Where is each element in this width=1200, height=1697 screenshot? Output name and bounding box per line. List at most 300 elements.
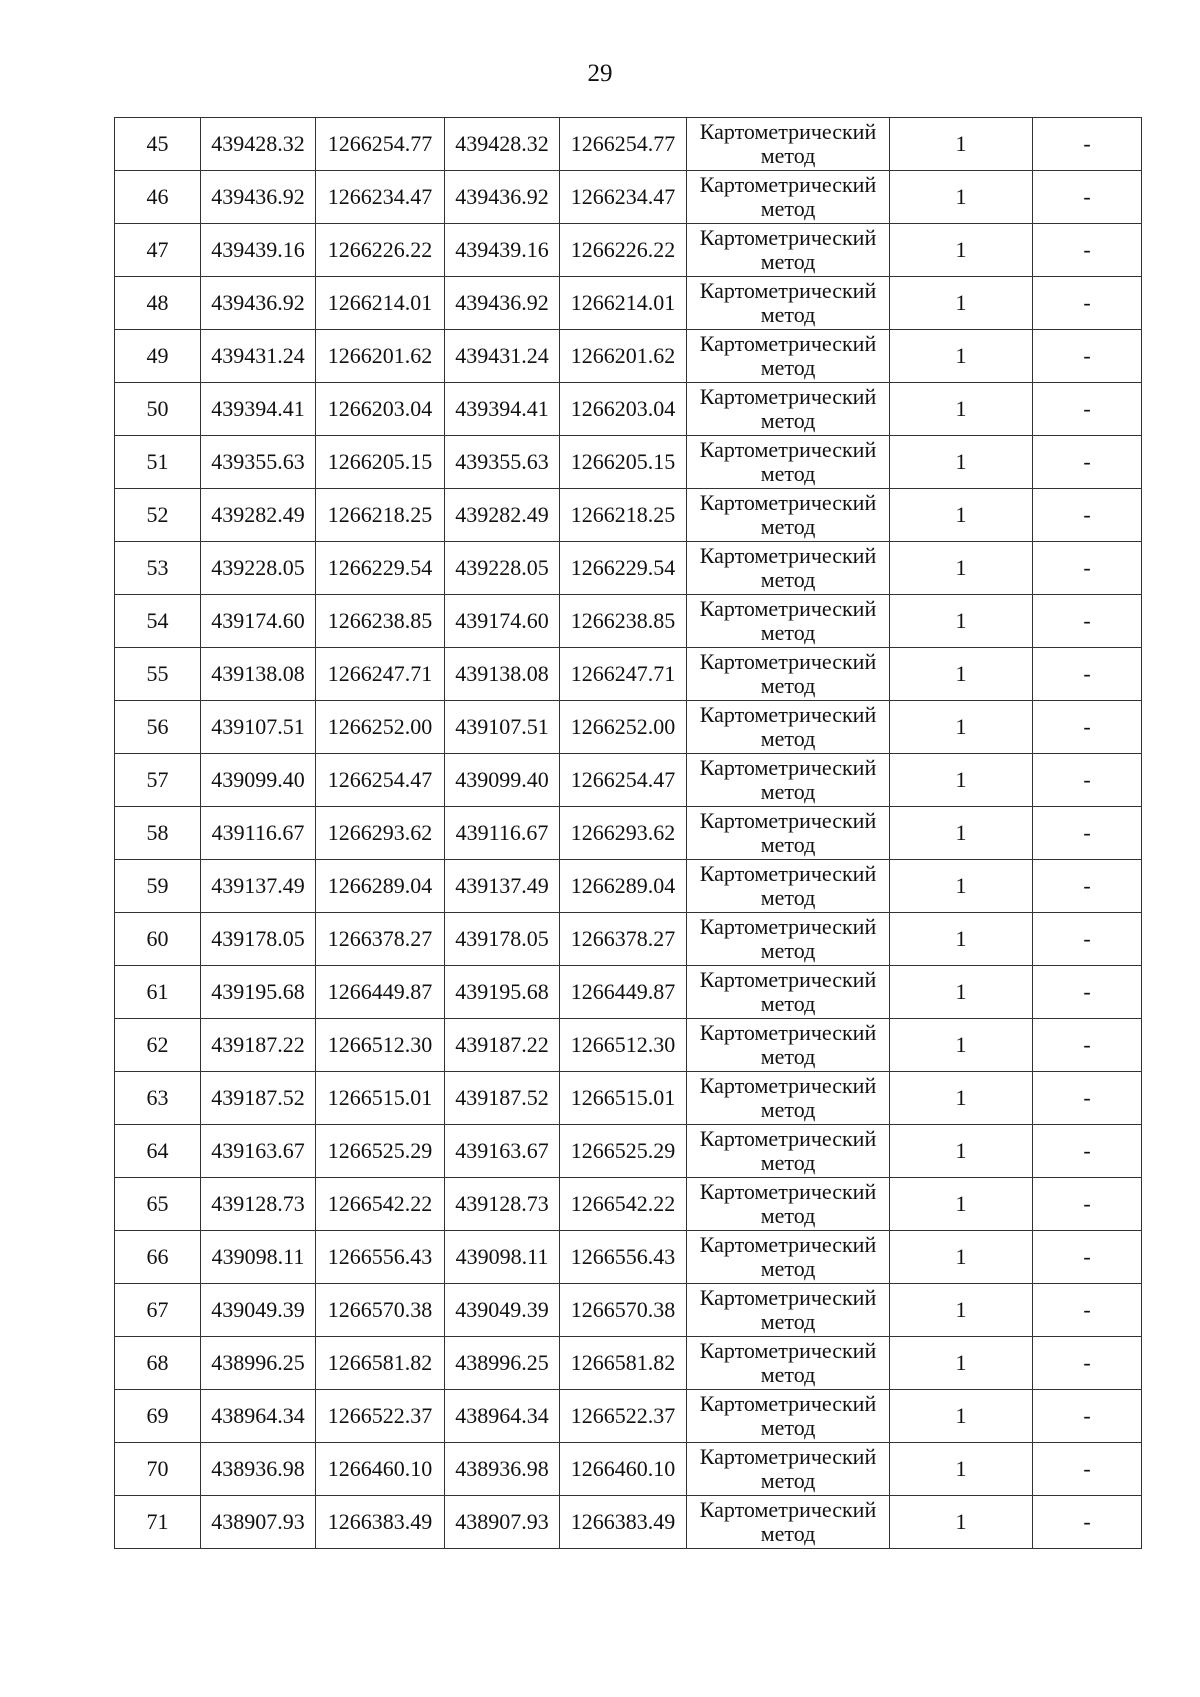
method-cell — [687, 1337, 890, 1390]
accuracy-cell: 1 — [890, 807, 1033, 860]
x-existing-cell: 439431.24 — [201, 330, 316, 383]
method-line2: метод — [760, 832, 816, 857]
method-cell — [687, 330, 890, 383]
table-row — [115, 648, 1142, 701]
accuracy-cell: 1 — [890, 118, 1033, 171]
method-line2: метод — [760, 1044, 816, 1069]
x-refined-cell: 439195.68 — [445, 966, 560, 1019]
x-existing-cell: 439049.39 — [201, 1284, 316, 1337]
note-cell: - — [1033, 1072, 1142, 1125]
y-existing-cell: 1266512.30 — [316, 1019, 445, 1072]
x-refined-cell: 439138.08 — [445, 648, 560, 701]
method-line1: Картометрический — [699, 1497, 877, 1522]
method-line2: метод — [760, 1097, 816, 1122]
point-number-cell: 68 — [115, 1337, 201, 1390]
method-cell — [687, 595, 890, 648]
x-refined-cell: 439137.49 — [445, 860, 560, 913]
y-refined-cell: 1266449.87 — [560, 966, 687, 1019]
accuracy-cell: 1 — [890, 648, 1033, 701]
method-line2: метод — [760, 143, 816, 168]
point-number-cell: 53 — [115, 542, 201, 595]
method-cell — [687, 1390, 890, 1443]
y-existing-cell: 1266229.54 — [316, 542, 445, 595]
point-number-cell: 66 — [115, 1231, 201, 1284]
x-existing-cell: 439228.05 — [201, 542, 316, 595]
accuracy-cell: 1 — [890, 224, 1033, 277]
y-refined-cell: 1266214.01 — [560, 277, 687, 330]
y-refined-cell: 1266238.85 — [560, 595, 687, 648]
method-line1: Картометрический — [699, 1179, 877, 1204]
note-cell: - — [1033, 1390, 1142, 1443]
method-line2: метод — [760, 1362, 816, 1387]
accuracy-cell: 1 — [890, 277, 1033, 330]
note-cell: - — [1033, 860, 1142, 913]
point-number-cell: 51 — [115, 436, 201, 489]
note-cell: - — [1033, 807, 1142, 860]
table-row — [115, 1231, 1142, 1284]
x-refined-cell: 439099.40 — [445, 754, 560, 807]
method-cell — [687, 1231, 890, 1284]
note-cell: - — [1033, 754, 1142, 807]
method-cell — [687, 701, 890, 754]
method-cell — [687, 1443, 890, 1496]
method-line1: Картометрический — [699, 755, 877, 780]
y-existing-cell: 1266293.62 — [316, 807, 445, 860]
y-existing-cell: 1266378.27 — [316, 913, 445, 966]
x-existing-cell: 439195.68 — [201, 966, 316, 1019]
method-cell — [687, 1072, 890, 1125]
point-number-cell: 63 — [115, 1072, 201, 1125]
x-existing-cell: 438907.93 — [201, 1496, 316, 1549]
accuracy-cell: 1 — [890, 1284, 1033, 1337]
point-number-cell: 65 — [115, 1178, 201, 1231]
accuracy-cell: 1 — [890, 171, 1033, 224]
accuracy-cell: 1 — [890, 383, 1033, 436]
table-row — [115, 489, 1142, 542]
note-cell: - — [1033, 330, 1142, 383]
method-line2: метод — [760, 567, 816, 592]
point-number-cell: 54 — [115, 595, 201, 648]
note-cell: - — [1033, 1496, 1142, 1549]
x-refined-cell: 438964.34 — [445, 1390, 560, 1443]
x-existing-cell: 439178.05 — [201, 913, 316, 966]
method-line1: Картометрический — [699, 702, 877, 727]
note-cell: - — [1033, 489, 1142, 542]
table-row — [115, 436, 1142, 489]
y-existing-cell: 1266556.43 — [316, 1231, 445, 1284]
x-refined-cell: 439049.39 — [445, 1284, 560, 1337]
x-refined-cell: 439128.73 — [445, 1178, 560, 1231]
note-cell: - — [1033, 913, 1142, 966]
x-existing-cell: 438996.25 — [201, 1337, 316, 1390]
y-existing-cell: 1266254.77 — [316, 118, 445, 171]
method-line1: Картометрический — [699, 331, 877, 356]
table-row — [115, 913, 1142, 966]
method-line1: Картометрический — [699, 967, 877, 992]
y-refined-cell: 1266201.62 — [560, 330, 687, 383]
method-line1: Картометрический — [699, 543, 877, 568]
note-cell: - — [1033, 1125, 1142, 1178]
x-refined-cell: 439174.60 — [445, 595, 560, 648]
y-existing-cell: 1266515.01 — [316, 1072, 445, 1125]
x-existing-cell: 439107.51 — [201, 701, 316, 754]
method-cell — [687, 754, 890, 807]
point-number-cell: 59 — [115, 860, 201, 913]
point-number-cell: 46 — [115, 171, 201, 224]
y-refined-cell: 1266556.43 — [560, 1231, 687, 1284]
method-line2: метод — [760, 355, 816, 380]
note-cell: - — [1033, 171, 1142, 224]
table-row — [115, 966, 1142, 1019]
method-line1: Картометрический — [699, 1391, 877, 1416]
table-row — [115, 1337, 1142, 1390]
note-cell: - — [1033, 701, 1142, 754]
x-existing-cell: 439128.73 — [201, 1178, 316, 1231]
x-existing-cell: 439355.63 — [201, 436, 316, 489]
table-row — [115, 1390, 1142, 1443]
y-existing-cell: 1266205.15 — [316, 436, 445, 489]
x-existing-cell: 439174.60 — [201, 595, 316, 648]
x-existing-cell: 439098.11 — [201, 1231, 316, 1284]
table-row — [115, 1284, 1142, 1337]
y-refined-cell: 1266522.37 — [560, 1390, 687, 1443]
x-refined-cell: 439187.52 — [445, 1072, 560, 1125]
method-line2: метод — [760, 673, 816, 698]
y-refined-cell: 1266525.29 — [560, 1125, 687, 1178]
y-refined-cell: 1266512.30 — [560, 1019, 687, 1072]
note-cell: - — [1033, 1231, 1142, 1284]
table-row — [115, 807, 1142, 860]
method-line2: метод — [760, 1521, 816, 1546]
note-cell: - — [1033, 1337, 1142, 1390]
point-number-cell: 70 — [115, 1443, 201, 1496]
method-cell — [687, 1125, 890, 1178]
x-existing-cell: 439439.16 — [201, 224, 316, 277]
note-cell: - — [1033, 1443, 1142, 1496]
note-cell: - — [1033, 224, 1142, 277]
point-number-cell: 52 — [115, 489, 201, 542]
x-refined-cell: 439436.92 — [445, 171, 560, 224]
y-existing-cell: 1266201.62 — [316, 330, 445, 383]
method-cell — [687, 436, 890, 489]
y-refined-cell: 1266254.47 — [560, 754, 687, 807]
point-number-cell: 55 — [115, 648, 201, 701]
method-line1: Картометрический — [699, 490, 877, 515]
accuracy-cell: 1 — [890, 913, 1033, 966]
accuracy-cell: 1 — [890, 595, 1033, 648]
method-cell — [687, 648, 890, 701]
note-cell: - — [1033, 277, 1142, 330]
y-existing-cell: 1266218.25 — [316, 489, 445, 542]
method-line2: метод — [760, 461, 816, 486]
method-line2: метод — [760, 885, 816, 910]
note-cell: - — [1033, 1178, 1142, 1231]
method-line1: Картометрический — [699, 1232, 877, 1257]
x-refined-cell: 439439.16 — [445, 224, 560, 277]
method-cell — [687, 1496, 890, 1549]
x-existing-cell: 439394.41 — [201, 383, 316, 436]
y-existing-cell: 1266581.82 — [316, 1337, 445, 1390]
accuracy-cell: 1 — [890, 1231, 1033, 1284]
point-number-cell: 58 — [115, 807, 201, 860]
x-refined-cell: 438936.98 — [445, 1443, 560, 1496]
y-refined-cell: 1266293.62 — [560, 807, 687, 860]
table-row — [115, 1072, 1142, 1125]
point-number-cell: 45 — [115, 118, 201, 171]
method-line1: Картометрический — [699, 1020, 877, 1045]
table-row — [115, 542, 1142, 595]
method-cell — [687, 966, 890, 1019]
y-refined-cell: 1266218.25 — [560, 489, 687, 542]
x-existing-cell: 438964.34 — [201, 1390, 316, 1443]
method-line2: метод — [760, 249, 816, 274]
note-cell: - — [1033, 436, 1142, 489]
point-number-cell: 57 — [115, 754, 201, 807]
accuracy-cell: 1 — [890, 860, 1033, 913]
method-line1: Картометрический — [699, 1073, 877, 1098]
accuracy-cell: 1 — [890, 1072, 1033, 1125]
method-line2: метод — [760, 196, 816, 221]
accuracy-cell: 1 — [890, 754, 1033, 807]
x-existing-cell: 439187.52 — [201, 1072, 316, 1125]
x-existing-cell: 439138.08 — [201, 648, 316, 701]
method-line2: метод — [760, 726, 816, 751]
table-row — [115, 383, 1142, 436]
y-refined-cell: 1266378.27 — [560, 913, 687, 966]
y-refined-cell: 1266203.04 — [560, 383, 687, 436]
y-existing-cell: 1266522.37 — [316, 1390, 445, 1443]
point-number-cell: 60 — [115, 913, 201, 966]
y-existing-cell: 1266238.85 — [316, 595, 445, 648]
y-existing-cell: 1266252.00 — [316, 701, 445, 754]
table-row — [115, 1443, 1142, 1496]
x-refined-cell: 439355.63 — [445, 436, 560, 489]
method-line2: метод — [760, 408, 816, 433]
y-refined-cell: 1266254.77 — [560, 118, 687, 171]
accuracy-cell: 1 — [890, 1178, 1033, 1231]
method-cell — [687, 224, 890, 277]
method-cell — [687, 489, 890, 542]
x-refined-cell: 439178.05 — [445, 913, 560, 966]
method-line1: Картометрический — [699, 1338, 877, 1363]
note-cell: - — [1033, 1284, 1142, 1337]
y-existing-cell: 1266289.04 — [316, 860, 445, 913]
x-existing-cell: 439116.67 — [201, 807, 316, 860]
method-cell — [687, 542, 890, 595]
method-cell — [687, 383, 890, 436]
method-line1: Картометрический — [699, 808, 877, 833]
method-cell — [687, 1019, 890, 1072]
accuracy-cell: 1 — [890, 966, 1033, 1019]
y-refined-cell: 1266581.82 — [560, 1337, 687, 1390]
method-line2: метод — [760, 1415, 816, 1440]
method-line2: метод — [760, 1150, 816, 1175]
y-refined-cell: 1266205.15 — [560, 436, 687, 489]
method-cell — [687, 118, 890, 171]
accuracy-cell: 1 — [890, 1496, 1033, 1549]
x-refined-cell: 439394.41 — [445, 383, 560, 436]
point-number-cell: 62 — [115, 1019, 201, 1072]
accuracy-cell: 1 — [890, 1337, 1033, 1390]
x-existing-cell: 439282.49 — [201, 489, 316, 542]
x-refined-cell: 439107.51 — [445, 701, 560, 754]
table-row — [115, 330, 1142, 383]
x-existing-cell: 439099.40 — [201, 754, 316, 807]
method-line2: метод — [760, 1309, 816, 1334]
point-number-cell: 56 — [115, 701, 201, 754]
accuracy-cell: 1 — [890, 330, 1033, 383]
table-row — [115, 277, 1142, 330]
note-cell: - — [1033, 383, 1142, 436]
page-number: 29 — [587, 60, 613, 87]
accuracy-cell: 1 — [890, 1390, 1033, 1443]
note-cell: - — [1033, 648, 1142, 701]
method-cell — [687, 807, 890, 860]
note-cell: - — [1033, 118, 1142, 171]
point-number-cell: 67 — [115, 1284, 201, 1337]
method-line1: Картометрический — [699, 119, 877, 144]
y-existing-cell: 1266214.01 — [316, 277, 445, 330]
method-line2: метод — [760, 302, 816, 327]
method-line2: метод — [760, 779, 816, 804]
table-row — [115, 595, 1142, 648]
method-line1: Картометрический — [699, 649, 877, 674]
method-line1: Картометрический — [699, 596, 877, 621]
accuracy-cell: 1 — [890, 436, 1033, 489]
method-line2: метод — [760, 1468, 816, 1493]
x-refined-cell: 439187.22 — [445, 1019, 560, 1072]
y-refined-cell: 1266570.38 — [560, 1284, 687, 1337]
point-number-cell: 69 — [115, 1390, 201, 1443]
y-refined-cell: 1266252.00 — [560, 701, 687, 754]
method-line1: Картометрический — [699, 384, 877, 409]
y-existing-cell: 1266542.22 — [316, 1178, 445, 1231]
table-row — [115, 118, 1142, 171]
y-refined-cell: 1266229.54 — [560, 542, 687, 595]
x-refined-cell: 439431.24 — [445, 330, 560, 383]
y-refined-cell: 1266542.22 — [560, 1178, 687, 1231]
point-number-cell: 48 — [115, 277, 201, 330]
accuracy-cell: 1 — [890, 1443, 1033, 1496]
method-line2: метод — [760, 620, 816, 645]
y-existing-cell: 1266525.29 — [316, 1125, 445, 1178]
y-existing-cell: 1266570.38 — [316, 1284, 445, 1337]
note-cell: - — [1033, 966, 1142, 1019]
y-refined-cell: 1266247.71 — [560, 648, 687, 701]
x-refined-cell: 439428.32 — [445, 118, 560, 171]
method-line2: метод — [760, 1203, 816, 1228]
y-refined-cell: 1266383.49 — [560, 1496, 687, 1549]
point-number-cell: 50 — [115, 383, 201, 436]
x-refined-cell: 439163.67 — [445, 1125, 560, 1178]
x-existing-cell: 439163.67 — [201, 1125, 316, 1178]
method-cell — [687, 1284, 890, 1337]
accuracy-cell: 1 — [890, 701, 1033, 754]
y-existing-cell: 1266254.47 — [316, 754, 445, 807]
y-refined-cell: 1266289.04 — [560, 860, 687, 913]
x-existing-cell: 439436.92 — [201, 277, 316, 330]
method-line2: метод — [760, 938, 816, 963]
method-line1: Картометрический — [699, 278, 877, 303]
table-row — [115, 171, 1142, 224]
method-line2: метод — [760, 991, 816, 1016]
method-cell — [687, 913, 890, 966]
method-line1: Картометрический — [699, 1285, 877, 1310]
y-existing-cell: 1266247.71 — [316, 648, 445, 701]
accuracy-cell: 1 — [890, 542, 1033, 595]
method-line1: Картометрический — [699, 861, 877, 886]
x-refined-cell: 438907.93 — [445, 1496, 560, 1549]
point-number-cell: 47 — [115, 224, 201, 277]
x-existing-cell: 439436.92 — [201, 171, 316, 224]
point-number-cell: 61 — [115, 966, 201, 1019]
method-cell — [687, 1178, 890, 1231]
table-row — [115, 1019, 1142, 1072]
y-existing-cell: 1266234.47 — [316, 171, 445, 224]
y-existing-cell: 1266226.22 — [316, 224, 445, 277]
x-refined-cell: 439116.67 — [445, 807, 560, 860]
point-number-cell: 49 — [115, 330, 201, 383]
method-cell — [687, 277, 890, 330]
method-line1: Картометрический — [699, 437, 877, 462]
y-refined-cell: 1266460.10 — [560, 1443, 687, 1496]
y-refined-cell: 1266234.47 — [560, 171, 687, 224]
y-existing-cell: 1266203.04 — [316, 383, 445, 436]
note-cell: - — [1033, 1019, 1142, 1072]
x-existing-cell: 439428.32 — [201, 118, 316, 171]
y-existing-cell: 1266449.87 — [316, 966, 445, 1019]
coordinates-table — [114, 117, 1142, 1549]
accuracy-cell: 1 — [890, 1019, 1033, 1072]
point-number-cell: 64 — [115, 1125, 201, 1178]
y-refined-cell: 1266515.01 — [560, 1072, 687, 1125]
table-row — [115, 754, 1142, 807]
method-line1: Картометрический — [699, 1126, 877, 1151]
y-existing-cell: 1266460.10 — [316, 1443, 445, 1496]
table-row — [115, 1125, 1142, 1178]
method-line2: метод — [760, 514, 816, 539]
x-refined-cell: 438996.25 — [445, 1337, 560, 1390]
table-row — [115, 701, 1142, 754]
method-line1: Картометрический — [699, 225, 877, 250]
x-refined-cell: 439228.05 — [445, 542, 560, 595]
table-row — [115, 224, 1142, 277]
method-line1: Картометрический — [699, 914, 877, 939]
method-cell — [687, 171, 890, 224]
x-existing-cell: 439137.49 — [201, 860, 316, 913]
method-cell — [687, 860, 890, 913]
method-line1: Картометрический — [699, 172, 877, 197]
accuracy-cell: 1 — [890, 1125, 1033, 1178]
x-existing-cell: 439187.22 — [201, 1019, 316, 1072]
accuracy-cell: 1 — [890, 489, 1033, 542]
x-refined-cell: 439436.92 — [445, 277, 560, 330]
table-row — [115, 860, 1142, 913]
note-cell: - — [1033, 595, 1142, 648]
table-row — [115, 1496, 1142, 1549]
x-existing-cell: 438936.98 — [201, 1443, 316, 1496]
x-refined-cell: 439098.11 — [445, 1231, 560, 1284]
x-refined-cell: 439282.49 — [445, 489, 560, 542]
method-line1: Картометрический — [699, 1444, 877, 1469]
y-existing-cell: 1266383.49 — [316, 1496, 445, 1549]
y-refined-cell: 1266226.22 — [560, 224, 687, 277]
note-cell: - — [1033, 542, 1142, 595]
table-row — [115, 1178, 1142, 1231]
point-number-cell: 71 — [115, 1496, 201, 1549]
table-body — [115, 118, 1142, 1549]
method-line2: метод — [760, 1256, 816, 1281]
